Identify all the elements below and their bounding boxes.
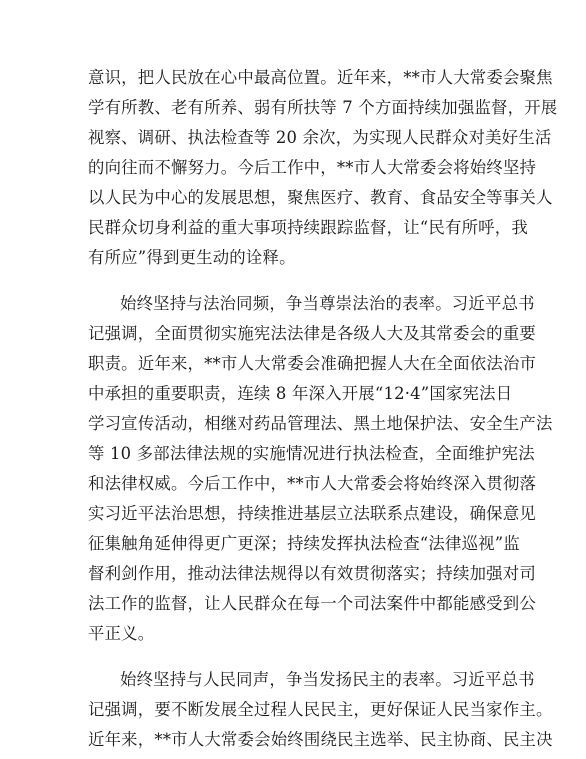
- text-line: 记强调，全面贯彻实施宪法法律是各级人大及其常委会的重要: [88, 324, 536, 343]
- text-line: 有所应”得到更生动的诠释。: [88, 248, 296, 267]
- text-line: 记强调，要不断发展全过程人民民主，更好保证人民当家作主。: [88, 700, 553, 719]
- text-line: 以人民为中心的发展思想，聚焦医疗、教育、食品安全等事关人: [88, 188, 553, 207]
- text-line: 征集触角延伸得更广更深；持续发挥执法检查“法律巡视”监: [88, 534, 520, 553]
- text-line: 的向往而不懈努力。今后工作中，**市人大常委会将始终坚持: [88, 158, 537, 177]
- text-line: 意识，把人民放在心中最高位置。近年来，**市人大常委会聚焦: [88, 68, 553, 87]
- paragraph-first-line: 始终坚持与法治同频，争当尊崇法治的表率。习近平总书: [120, 294, 535, 313]
- text-line: 学有所教、老有所养、弱有所扶等 7 个方面持续加强监督，开展: [88, 98, 558, 117]
- paragraph-first-line: 始终坚持与人民同声，争当发扬民主的表率。习近平总书: [120, 670, 535, 689]
- text-line: 和法律权威。今后工作中，**市人大常委会将始终深入贯彻落: [88, 474, 537, 493]
- text-line: 中承担的重要职责，连续 8 年深入开展“12·4”国家宪法日: [88, 384, 513, 403]
- text-line: 学习宣传活动，相继对药品管理法、黑土地保护法、安全生产法: [88, 414, 553, 433]
- text-line: 实习近平法治思想，持续推进基层立法联系点建设，确保意见: [88, 504, 536, 523]
- text-line: 督利剑作用，推动法律法规得以有效贯彻落实；持续加强对司: [88, 564, 536, 583]
- text-line: 近年来，**市人大常委会始终围绕民主选举、民主协商、民主决: [88, 730, 553, 749]
- text-line: 视察、调研、执法检查等 20 余次，为实现人民群众对美好生活: [88, 128, 552, 147]
- text-line: 等 10 多部法律法规的实施情况进行执法检查，全面维护宪法: [88, 444, 535, 463]
- text-line: 法工作的监督，让人民群众在每一个司法案件中都能感受到公: [88, 594, 536, 613]
- text-line: 民群众切身利益的重大事项持续跟踪监督，让“民有所呼，我: [88, 218, 528, 237]
- text-line: 平正义。: [88, 624, 155, 643]
- text-line: 职责。近年来，**市人大常委会准确把握人大在全面依法治市: [88, 354, 537, 373]
